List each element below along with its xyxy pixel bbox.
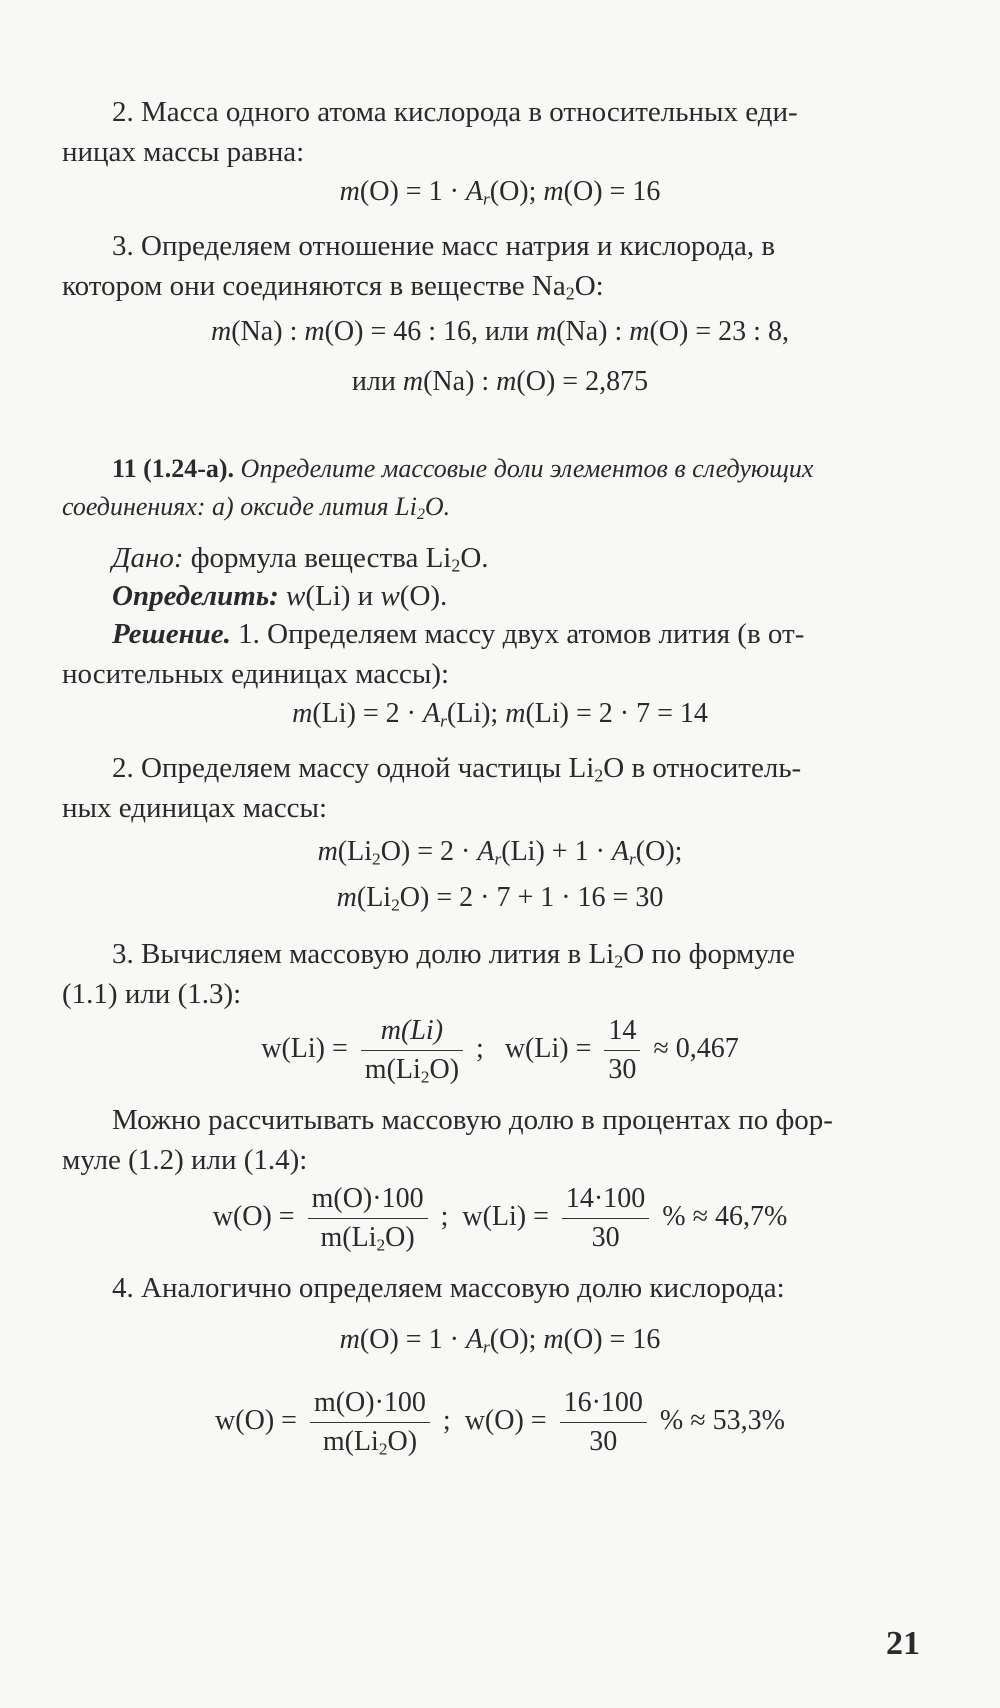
equation-ratio: m(Na) : m(O) = 46 : 16, или m(Na) : m(O) = 23 : 8, — [211, 316, 789, 347]
task-statement: 11 (1.24-а). Определите массовые доли элементов в следующих соединениях: а) оксиде лития $Li_2O$. — [62, 454, 814, 524]
equation-w-lithium: w(Li) = $\frac{m(Li)}{m(Li_2O)}$ ; w(Li) = $\frac{14}{30}$ ≈ 0,467 — [0, 1012, 1000, 1089]
text-line: ницах массы равна: — [62, 136, 305, 168]
equation-mass-oxygen-2: $m(O) = 1 \cdot A_r(O)$; m(O) = 16 — [339, 1324, 661, 1357]
equation-percent-oxygen: w(O) = $\frac{m(O)\cdot 100}{m(Li_2O)}$ ; w(O) = $\frac{16\cdot 100}{30}$ % ≈ 53,3% — [0, 1384, 1000, 1461]
text-line: 2. Масса одного атома кислорода в относительных еди- — [112, 96, 798, 128]
paragraph-particle-mass: 2. Определяем массу одной частицы $Li_2O$ в относитель- ных единицах массы: — [62, 752, 802, 824]
given-label: Дано: — [112, 542, 184, 574]
equation-ratio-result: или m(Na) : m(O) = 2,875 — [351, 366, 649, 397]
equation-li2o-value: $m(Li_2O) = 2 \cdot 7 + 1 \cdot 16 = 30$ — [336, 882, 664, 915]
page-number: 21 — [886, 1625, 920, 1662]
text-line: 3. Определяем отношение масс натрия и кислорода, в — [112, 230, 776, 262]
solution-label: Решение. — [112, 618, 231, 650]
equation-mass-oxygen: $m(O) = 1 \cdot A_r(O)$; m(O) = 16 — [339, 176, 661, 209]
paragraph-percent: Можно рассчитывать массовую долю в процентах по фор- муле (1.2) или (1.4): — [62, 1104, 833, 1176]
paragraph-lithium-fraction: 3. Вычисляем массовую долю лития в $Li_2O$ по формуле (1.1) или (1.3): — [62, 938, 795, 1010]
paragraph-mass-ratio: 3. Определяем отношение масс натрия и кислорода, в котором они соединяются в веществе $Na_2O$: — [62, 230, 776, 304]
solution-paragraph: Решение. 1. Определяем массу двух атомов лития (в от- носительных единицах массы): — [62, 618, 805, 690]
given-line: Дано: формула вещества $Li_2O$. — [112, 542, 489, 576]
task-number: 11 (1.24-а). — [112, 454, 235, 483]
equation-mass-lithium: $m(Li) = 2 \cdot A_r(Li)$; m(Li) = 2 · 7 = 14 — [292, 698, 708, 731]
paragraph-oxygen-fraction: 4. Аналогично определяем массовую долю кислорода: — [112, 1272, 785, 1304]
equation-percent-lithium: w(O) = $\frac{m(O)\cdot 100}{m(Li_2O)}$ ; w(Li) = $\frac{14\cdot 100}{30}$ % ≈ 46,7% — [0, 1180, 1000, 1257]
paragraph-oxygen-mass — [62, 92, 922, 172]
find-label: Определить: — [112, 580, 279, 612]
find-line: Определить: w(Li) и w(O). — [112, 580, 448, 612]
text-line: котором они соединяются в веществе Na — [62, 270, 566, 302]
equation-li2o-formula: $m(Li_2O) = 2 \cdot A_r(Li) + 1 \cdot A_r(O)$; — [317, 836, 683, 869]
